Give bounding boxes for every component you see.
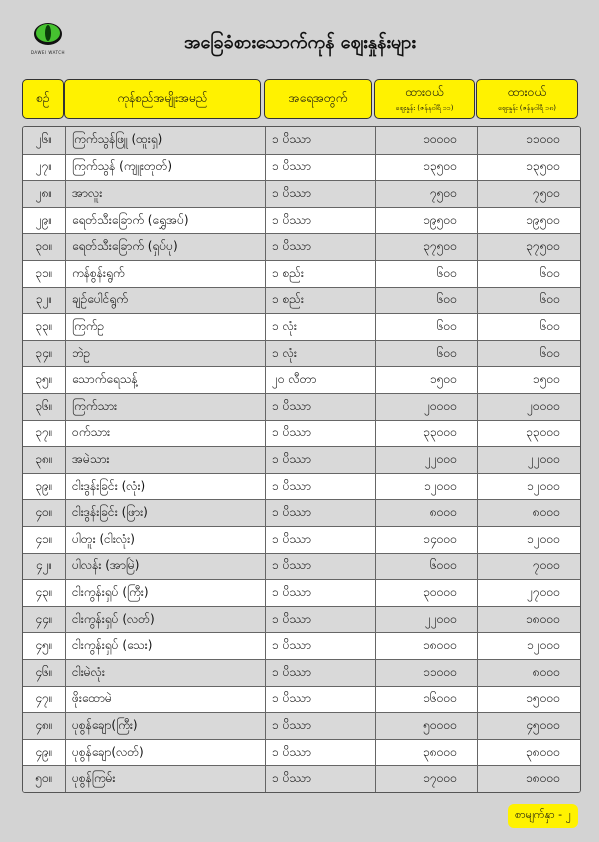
item-name: ငါးဒွန်းခြင်း (ဖြား) [65, 500, 265, 526]
price-jan-11: ၁၆၀၀၀ [375, 687, 477, 713]
item-unit: ၁ စည်း [265, 288, 375, 314]
price-jan-11: ၃၇၅၀၀ [375, 234, 477, 260]
table-row [23, 393, 580, 420]
price-jan-11: ၁၅၀၀ [375, 367, 477, 393]
table-row [23, 473, 580, 500]
item-name: ပါတူး (ငါးလုံး) [65, 527, 265, 553]
price-jan-11: ၂၂၀၀၀ [375, 607, 477, 633]
header-price-2 [476, 79, 578, 119]
table-row [23, 366, 580, 393]
header-name [64, 79, 261, 119]
price-jan-18: ၁၅၀၀ [477, 367, 580, 393]
row-number: ၂၇။ [35, 159, 53, 174]
price-jan-18: ၁၅၀၀၀ [477, 687, 580, 713]
price-jan-11: ၅၀၀၀၀ [375, 713, 477, 739]
table-row [23, 632, 580, 659]
item-name: ဘဲဥ [65, 341, 265, 367]
item-unit: ၁ ပိဿာ [265, 633, 375, 659]
price-jan-18: ၆၀၀ [477, 261, 580, 287]
price-jan-18: ၆၀၀ [477, 341, 580, 367]
price-jan-11: ၁၈၀၀၀ [375, 633, 477, 659]
item-name: ပုစွန်ချော(ကြီး) [65, 713, 265, 739]
table-row [23, 526, 580, 553]
table-row [23, 154, 580, 181]
price-jan-11: ၂၂၀၀၀ [375, 447, 477, 473]
item-unit: ၁ ပိဿာ [265, 580, 375, 606]
price-jan-18: ၁၃၅၀၀ [477, 155, 580, 181]
item-unit: ၁ ပိဿာ [265, 740, 375, 766]
header-price-1-sub: ဈေးနှုန်း (ဇန်နဝါရီ ၁၁) [395, 104, 454, 112]
row-number: ၄၂။ [35, 558, 53, 573]
row-number: ၃၄။ [35, 345, 53, 360]
table-row [23, 606, 580, 633]
row-number: ၃၀။ [35, 239, 53, 254]
header-unit-label: အရေအတွက် [288, 91, 348, 105]
price-jan-11: ၁၁၀၀၀ [375, 660, 477, 686]
item-unit: ၁ လုံး [265, 341, 375, 367]
item-unit: ၁ ပိဿာ [265, 607, 375, 633]
header-no [22, 79, 64, 119]
page-title: အခြေခံစားသောက်ကုန် ဈေးနှုန်းများ [183, 32, 416, 53]
table-row [23, 579, 580, 606]
item-unit: ၁ စည်း [265, 261, 375, 287]
item-name: ငါးကွန်းရှပ် (သေး) [65, 633, 265, 659]
row-number: ၄၇။ [35, 691, 53, 706]
table-row [23, 446, 580, 473]
price-jan-18: ၁၈၀၀၀ [477, 766, 580, 792]
table-row [23, 233, 580, 260]
price-jan-11: ၆၀၀ [375, 288, 477, 314]
item-unit: ၁ ပိဿာ [265, 181, 375, 207]
price-jan-18: ၁၈၀၀၀ [477, 607, 580, 633]
item-name: ငါးကွန်းရှပ် (လတ်) [65, 607, 265, 633]
price-jan-11: ၁၃၅၀၀ [375, 155, 477, 181]
item-unit: ၁ ပိဿာ [265, 234, 375, 260]
table-row [23, 739, 580, 766]
item-unit: ၁ ပိဿာ [265, 713, 375, 739]
item-name: ဖိုးထောမဲ [65, 687, 265, 713]
item-unit: ၂၀ လီတာ [265, 367, 375, 393]
price-jan-18: ၇၀၀၀ [477, 554, 580, 580]
price-jan-18: ၂၂၀၀၀ [477, 447, 580, 473]
price-jan-11: ၁၀၀၀၀ [375, 127, 477, 154]
item-name: ချဉ်ပေါင်ရွက် [65, 288, 265, 314]
item-unit: ၁ ပိဿာ [265, 554, 375, 580]
row-number: ၃၇။ [35, 425, 53, 440]
header-no-label: စဉ် [36, 91, 50, 105]
item-name: အမဲသား [65, 447, 265, 473]
price-jan-11: ၈၀၀၀ [375, 500, 477, 526]
item-unit: ၁ ပိဿာ [265, 447, 375, 473]
table-row [23, 499, 580, 526]
price-jan-18: ၇၅၀၀ [477, 181, 580, 207]
price-jan-11: ၆၀၀ [375, 341, 477, 367]
table-row [23, 420, 580, 447]
price-jan-18: ၆၀၀ [477, 314, 580, 340]
table-row [23, 180, 580, 207]
header-price-2-sub: ဈေးနှုန်း (ဇန်နဝါရီ ၁၈) [498, 104, 556, 112]
logo [28, 20, 68, 62]
price-jan-11: ၂၀၀၀၀ [375, 394, 477, 420]
header-price-1 [374, 79, 475, 119]
price-jan-11: ၃၃၀၀၀ [375, 421, 477, 447]
item-name: ငါးဒွန်းခြင်း (လုံး) [65, 474, 265, 500]
row-number: ၃၃။ [35, 318, 53, 333]
price-jan-18: ၃၇၅၀၀ [477, 234, 580, 260]
table-row [23, 287, 580, 314]
table-row [23, 765, 580, 792]
price-jan-11: ၆၀၀ [375, 314, 477, 340]
row-number: ၃၂။ [35, 292, 53, 307]
table-row [23, 313, 580, 340]
price-jan-18: ၁၂၀၀၀ [477, 527, 580, 553]
row-number: ၃၈။ [35, 451, 53, 466]
row-number: ၃၉။ [35, 478, 53, 493]
row-number: ၄၆။ [35, 664, 53, 679]
price-jan-11: ၆၀၀၀ [375, 554, 477, 580]
table-row [23, 686, 580, 713]
row-number: ၄၄။ [35, 611, 53, 626]
price-jan-18: ၁၂၀၀၀ [477, 474, 580, 500]
page-number: စာမျက်နှာ - ၂ [508, 804, 578, 828]
header-unit [264, 79, 372, 119]
row-number: ၄၉။ [35, 744, 53, 759]
item-unit: ၁ ပိဿာ [265, 127, 375, 154]
row-number: ၄၅။ [35, 638, 53, 653]
price-jan-11: ၁၉၅၀၀ [375, 208, 477, 234]
item-unit: ၁ ပိဿာ [265, 155, 375, 181]
item-name: ကြက်သား [65, 394, 265, 420]
price-jan-18: ၁၉၅၀၀ [477, 208, 580, 234]
header-price-2-label: ထားဝယ် [508, 85, 546, 99]
row-number: ၄၀။ [35, 505, 53, 520]
table-row [23, 712, 580, 739]
eye-logo-icon [33, 22, 63, 46]
row-number: ၄၈။ [35, 717, 53, 732]
item-name: သောက်ရေသန့် [65, 367, 265, 393]
item-unit: ၁ ပိဿာ [265, 500, 375, 526]
price-jan-18: ၂၇၀၀၀ [477, 580, 580, 606]
row-number: ၃၁။ [35, 265, 53, 280]
item-name: ရေတ်သီးခြောက် (ရွှေအပ်) [65, 208, 265, 234]
price-jan-11: ၃၈၀၀၀ [375, 740, 477, 766]
row-number: ၃၅။ [35, 372, 53, 387]
price-jan-11: ၇၅၀၀ [375, 181, 477, 207]
item-unit: ၁ ပိဿာ [265, 421, 375, 447]
table-row [23, 553, 580, 580]
price-jan-11: ၁၄၀၀၀ [375, 527, 477, 553]
item-name: ငါးမဲလုံး [65, 660, 265, 686]
item-name: ကြက်သွန်ဖြူ (ထူးရှ) [65, 127, 265, 154]
price-jan-18: ၃၃၀၀၀ [477, 421, 580, 447]
table-row [23, 207, 580, 234]
price-jan-18: ၄၅၀၀၀ [477, 713, 580, 739]
row-number: ၄၃။ [35, 584, 53, 599]
item-unit: ၁ ပိဿာ [265, 527, 375, 553]
item-name: ရေတ်သီးခြောက် (ရှပ်ပု) [65, 234, 265, 260]
item-name: ကြက်ဥ [65, 314, 265, 340]
price-jan-18: ၁၂၀၀၀ [477, 633, 580, 659]
item-unit: ၁ ပိဿာ [265, 660, 375, 686]
item-name: အာလူး [65, 181, 265, 207]
price-jan-18: ၈၀၀၀ [477, 500, 580, 526]
table-row [23, 260, 580, 287]
item-name: ပုစွန်ကြမ်း [65, 766, 265, 792]
table-row [23, 340, 580, 367]
price-jan-11: ၆၀၀ [375, 261, 477, 287]
item-name: ကြက်သွန် (ကျူးတုတ်) [65, 155, 265, 181]
item-name: ဝက်သား [65, 421, 265, 447]
row-number: ၂၈။ [35, 185, 53, 200]
row-number: ၃၆။ [35, 398, 53, 413]
price-jan-18: ၆၀၀ [477, 288, 580, 314]
price-jan-18: ၁၁၀၀၀ [477, 127, 580, 154]
header-price-1-label: ထားဝယ် [405, 85, 444, 99]
item-unit: ၁ လုံး [265, 314, 375, 340]
price-jan-11: ၁၇၀၀၀ [375, 766, 477, 792]
price-jan-11: ၃၀၀၀၀ [375, 580, 477, 606]
item-unit: ၁ ပိဿာ [265, 687, 375, 713]
table-row [23, 659, 580, 686]
item-name: ပုစွန်ချော(လတ်) [65, 740, 265, 766]
logo-text: DAWEI WATCH [30, 50, 66, 55]
item-unit: ၁ ပိဿာ [265, 208, 375, 234]
item-unit: ၁ ပိဿာ [265, 766, 375, 792]
price-jan-11: ၁၂၀၀၀ [375, 474, 477, 500]
item-name: ငါးကွန်းရှပ် (ကြီး) [65, 580, 265, 606]
price-jan-18: ၃၈၀၀၀ [477, 740, 580, 766]
row-number: ၂၆။ [35, 132, 53, 147]
table-row [23, 127, 580, 154]
price-jan-18: ၂၀၀၀၀ [477, 394, 580, 420]
item-unit: ၁ ပိဿာ [265, 474, 375, 500]
price-table [22, 126, 581, 793]
row-number: ၄၁။ [35, 531, 53, 546]
price-jan-18: ၈၀၀၀ [477, 660, 580, 686]
item-name: ပါလန်း (အာမြဲ) [65, 554, 265, 580]
item-unit: ၁ ပိဿာ [265, 394, 375, 420]
item-name: ကန်စွန်းရွက် [65, 261, 265, 287]
row-number: ၅၀။ [35, 771, 53, 786]
row-number: ၂၉။ [35, 212, 53, 227]
header-name-label: ကုန်စည်အမျိုးအမည် [117, 91, 208, 105]
